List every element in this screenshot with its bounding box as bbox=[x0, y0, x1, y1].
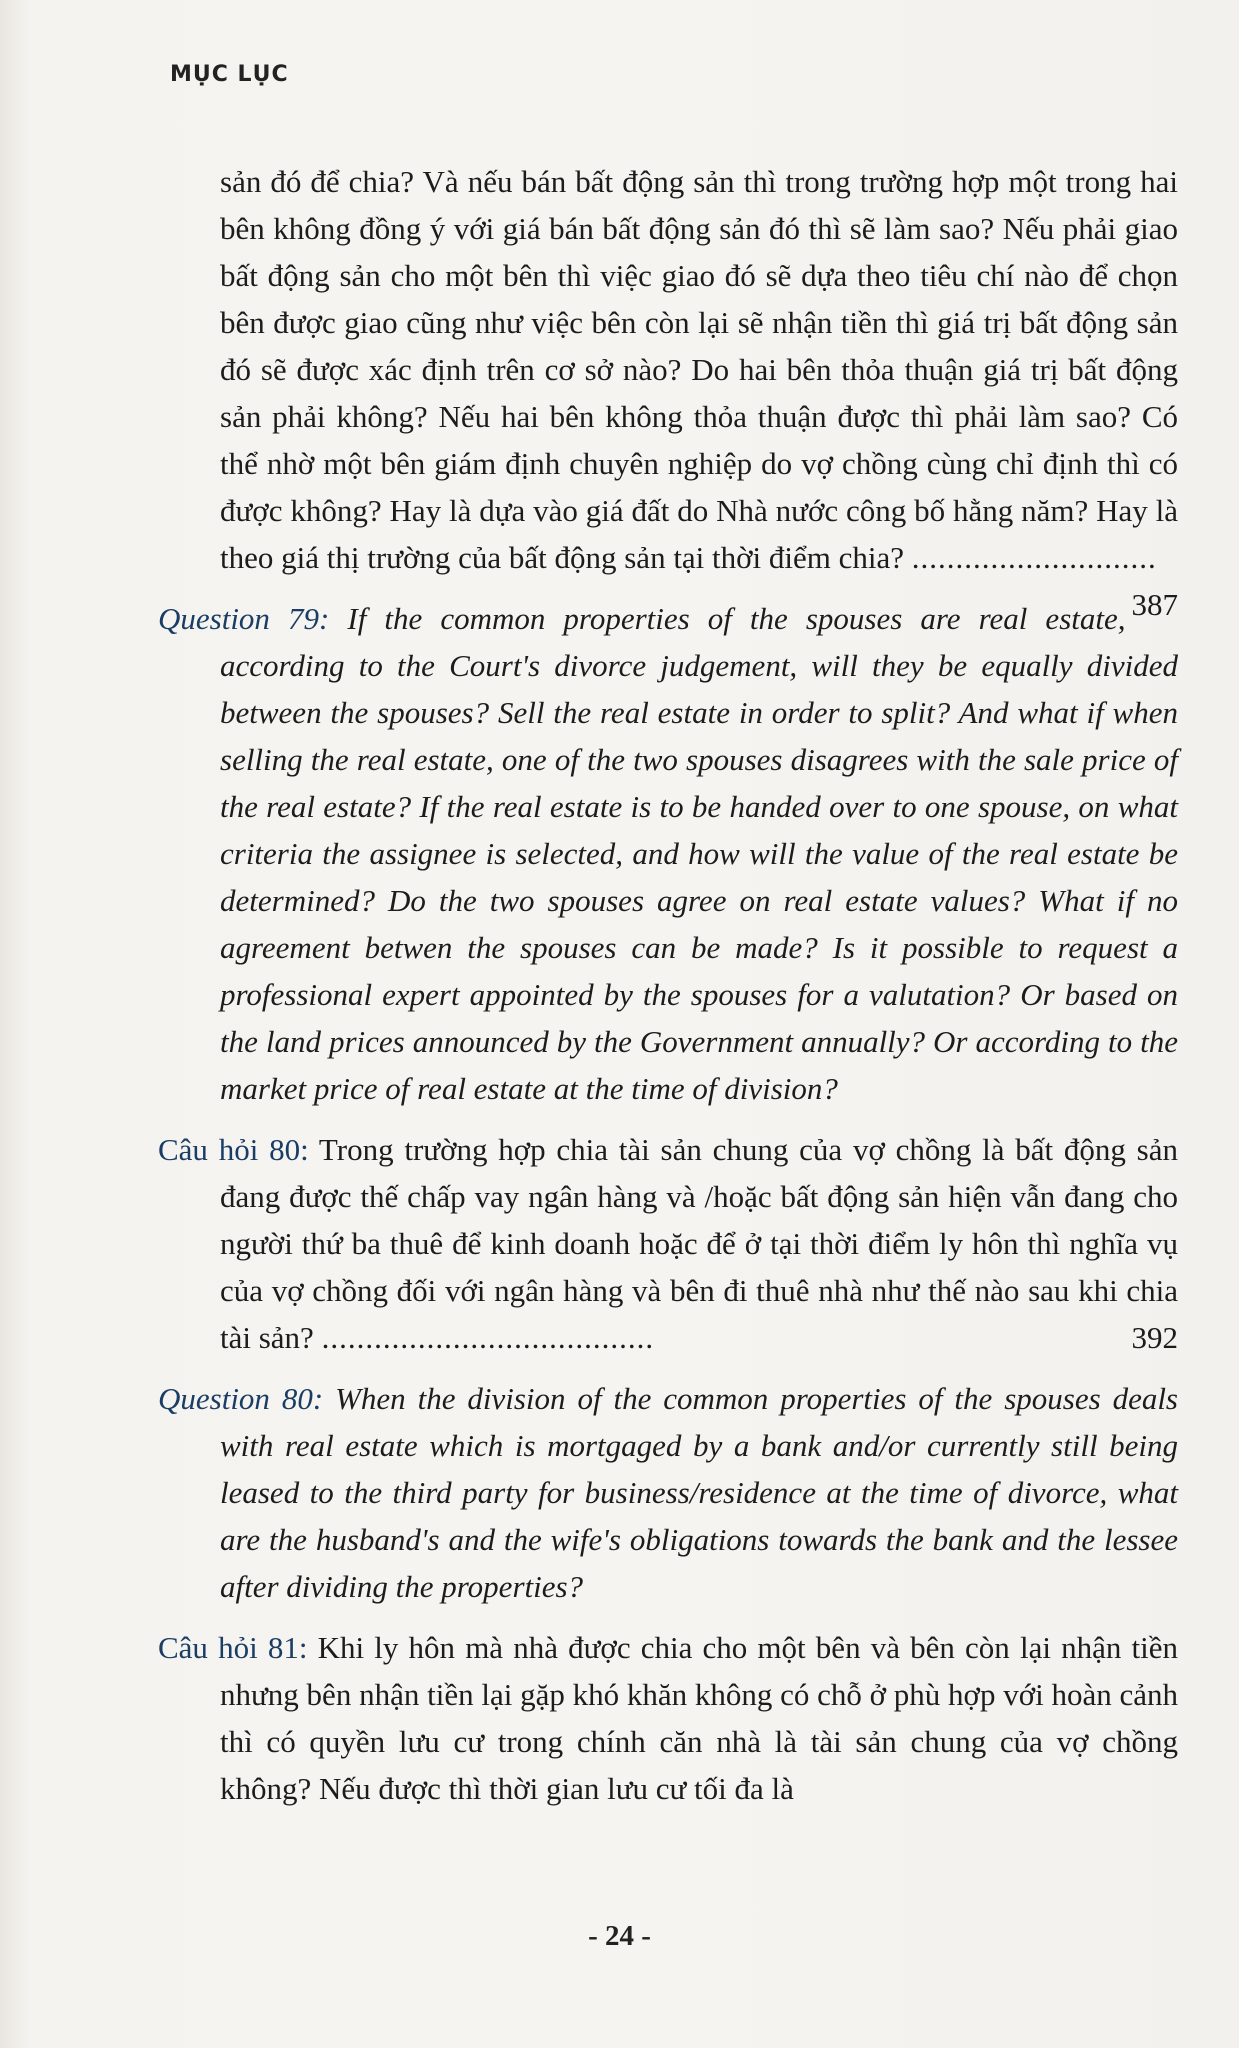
leader-dots: ............................ bbox=[911, 540, 1157, 575]
entry-page-number: 387 bbox=[1131, 587, 1178, 622]
toc-entries bbox=[158, 158, 1178, 1826]
entry-text: sản đó để chia? Và nếu bán bất động sản thì trong trường hợp một trong hai bên không đồng ý với giá bán bất động sản đó thì sẽ làm sao? Nếu phải giao bất động sản cho một bên thì việc giao đó sẽ dựa theo tiêu chí nào để chọn bên được giao cũng như việc bên còn lại sẽ nhận tiền thì giá trị bất động sản đó sẽ được xác định trên cơ sở nào? Do hai bên thỏa thuận giá trị bất động sản phải không? Nếu hai bên không thỏa thuận được thì phải làm sao? Có thể nhờ một bên giám định chuyên nghiệp do vợ chồng cùng chỉ định thì có được không? Hay là dựa vào giá đất do Nhà nước công bố hằng năm? Hay là theo giá thị trường của bất động sản tại thời điểm chia? bbox=[220, 164, 1178, 575]
entry-label: Câu hỏi 80: bbox=[158, 1132, 309, 1167]
toc-entry-question-80 bbox=[158, 1375, 1178, 1610]
entry-text: Trong trường hợp chia tài sản chung của vợ chồng là bất động sản đang được thế chấp vay ngân hàng và /hoặc bất động sản hiện vẫn đang cho người thứ ba thuê để kinh doanh hoặc để ở tại thời điểm ly hôn thì nghĩa vụ của vợ chồng đối với ngân hàng và bên đi thuê nhà như thế nào sau khi chia tài sản? bbox=[220, 1132, 1178, 1355]
entry-label: Question 80: bbox=[158, 1381, 324, 1416]
toc-entry-cau-hoi-80 bbox=[158, 1126, 1178, 1361]
leader-dots: ...................................... bbox=[321, 1320, 655, 1355]
page-number: - 24 - bbox=[588, 1920, 651, 1952]
toc-entry-question-79 bbox=[158, 595, 1178, 1112]
running-title: MỤC LỤC bbox=[170, 62, 289, 87]
entry-page-number: 392 bbox=[1131, 1320, 1178, 1355]
entry-text: Khi ly hôn mà nhà được chia cho một bên và bên còn lại nhận tiền nhưng bên nhận tiền lại gặp khó khăn không có chỗ ở phù hợp với hoàn cảnh thì có quyền lưu cư trong chính căn nhà là tài sản chung của vợ chồng không? Nếu được thì thời gian lưu cư tối đa là bbox=[220, 1630, 1178, 1806]
entry-text: If the common properties of the spouses are real estate, according to the Court's divorce judgement, will they be equally divided between the spouses? Sell the real estate in order to split? And what if when selling the real estate, one of the two spouses disagrees with the sale price of the real estate? If the real estate is to be handed over to one spouse, on what criteria the assignee is selected, and how will the value of the real estate be determined? Do the two spouses agree on real estate values? What if no agreement betwen the spouses can be made? Is it possible to request a professional expert appointed by the spouses for a valutation? Or based on the land prices announced by the Government annually? Or according to the market price of real estate at the time of division? bbox=[220, 601, 1178, 1106]
entry-label: Question 79: bbox=[158, 601, 330, 636]
entry-label: Câu hỏi 81: bbox=[158, 1630, 308, 1665]
toc-entry-cau-hoi-81 bbox=[158, 1624, 1178, 1812]
entry-text: When the division of the common properties of the spouses deals with real estate which is mortgaged by a bank and/or currently still being leased to the third party for business/residence at the time of divorce, what are the husband's and the wife's obligations towards the bank and the lessee after dividing the properties? bbox=[220, 1381, 1179, 1604]
